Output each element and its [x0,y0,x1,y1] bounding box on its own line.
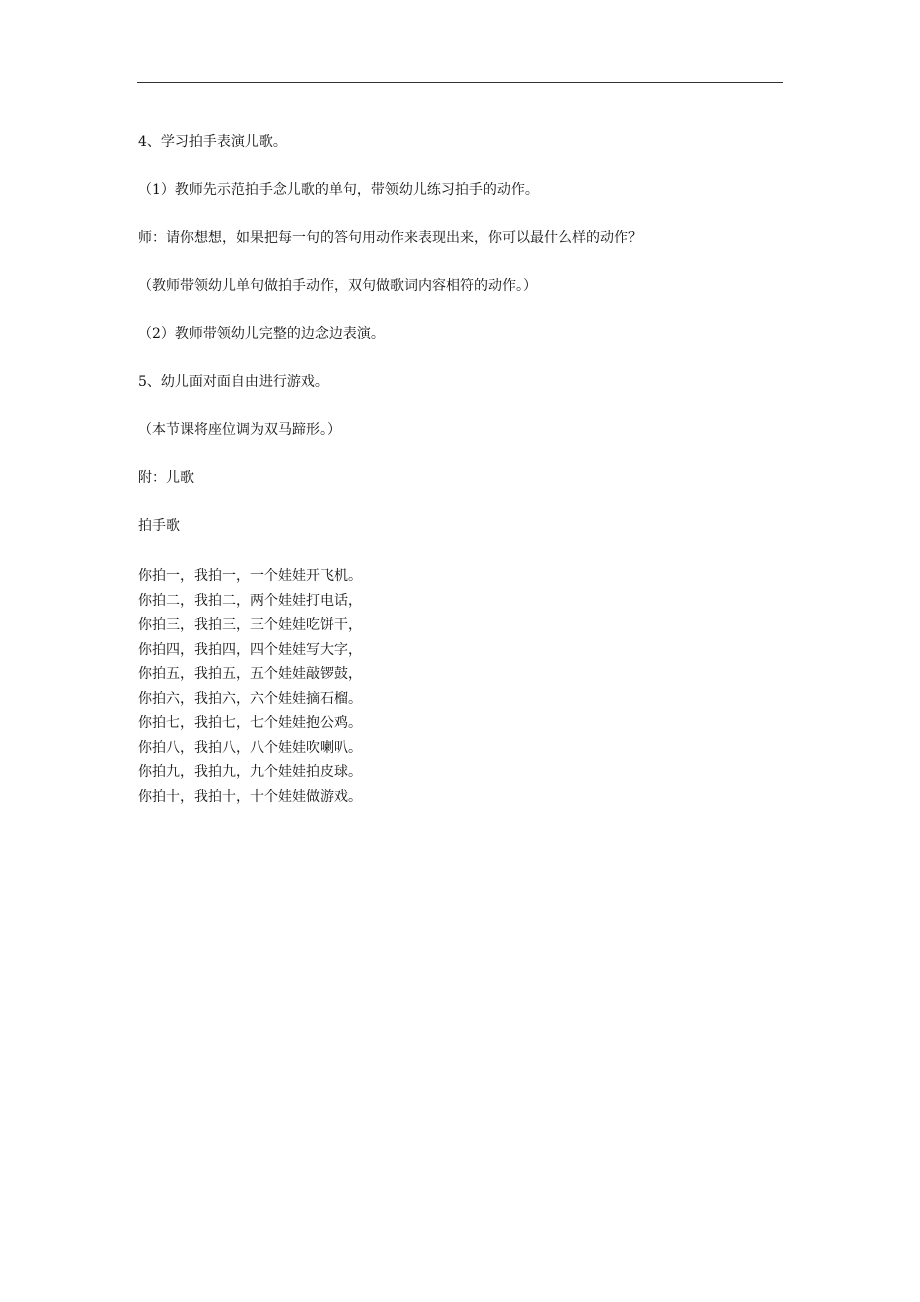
header-rule [137,82,783,83]
poem-line: 你拍二，我拍二，两个娃娃打电话， [138,592,362,609]
appendix-label: 附：儿歌 [138,470,194,486]
step-4-item-2: （2）教师带领幼儿完整的边念边表演。 [138,326,385,342]
poem-title: 拍手歌 [138,518,180,534]
poem-line: 你拍七，我拍七，七个娃娃抱公鸡。 [138,715,362,731]
teacher-note: （教师带领幼儿单句做拍手动作，双句做歌词内容相符的动作。） [138,278,537,294]
document-body [138,132,788,809]
poem-line: 你拍一，我拍一，一个娃娃开飞机。 [138,568,362,584]
step-4-item-1: （1）教师先示范拍手念儿歌的单句，带领幼儿练习拍手的动作。 [138,182,539,198]
poem-line: 你拍四，我拍四，四个娃娃写大字， [138,641,362,658]
step-4-heading: 4、学习拍手表演儿歌。 [138,134,287,150]
poem-lines [138,564,788,809]
seating-note: （本节课将座位调为双马蹄形。） [138,422,341,438]
poem-line: 你拍五，我拍五，五个娃娃敲锣鼓， [138,666,362,682]
poem-line: 你拍六，我拍六，六个娃娃摘石榴。 [138,690,362,707]
poem-line: 你拍十，我拍十，十个娃娃做游戏。 [138,788,362,805]
poem-line: 你拍三，我拍三，三个娃娃吃饼干， [138,617,362,633]
teacher-question: 师：请你想想，如果把每一句的答句用动作来表现出来，你可以最什么样的动作？ [138,230,642,246]
poem-line: 你拍九，我拍九，九个娃娃拍皮球。 [138,764,362,780]
poem-line: 你拍八，我拍八，八个娃娃吹喇叭。 [138,739,362,756]
step-5-heading: 5、幼儿面对面自由进行游戏。 [138,374,329,390]
